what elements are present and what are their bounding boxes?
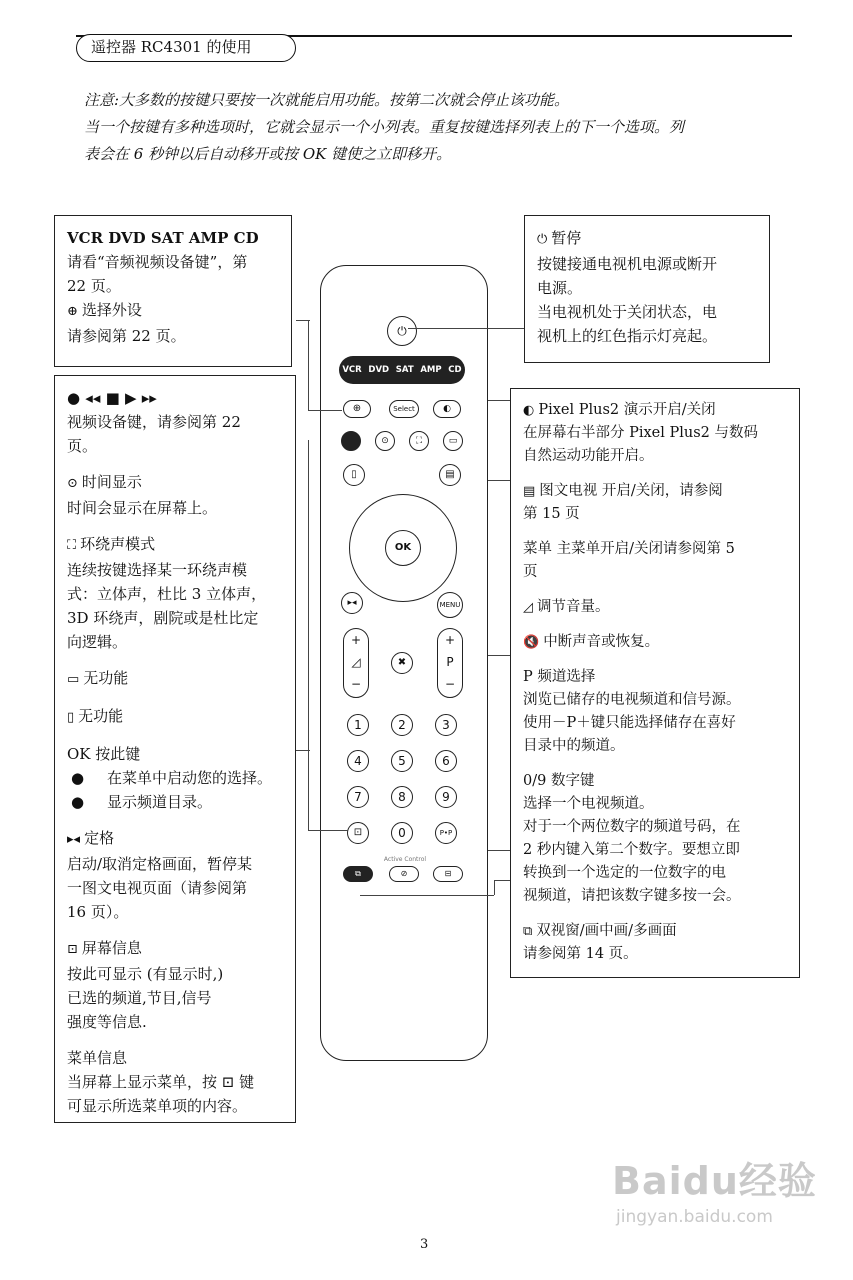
select-device-text: 请参阅第 22 页。 [67,327,186,345]
freeze-button[interactable]: ▸◂ [341,592,363,614]
channel-rocker[interactable] [437,628,463,698]
active-control-button[interactable]: ⊘ [389,866,419,882]
info-button[interactable]: ⊡ [347,822,369,844]
watermark-brand: Baidu经验 [612,1159,817,1203]
digit-0-button[interactable]: 0 [391,822,413,844]
mute-icon: 🔇 [523,635,540,650]
watermark-url: jingyan.baidu.com [616,1207,773,1227]
channel-p-label: P [446,655,454,669]
digit-4-button[interactable]: 4 [347,750,369,772]
subtitle-icon: ▭ [67,672,80,687]
ok-item-2: 显示频道目录。 [107,793,213,811]
info-line-3: 强度等信息. [67,1013,147,1031]
standby-line-4: 视机上的红色指示灯亮起。 [537,327,718,345]
connector-line [488,400,510,401]
power-button[interactable]: ⏻ [387,316,417,346]
connector-line [360,895,494,896]
notes-paragraph [84,87,804,168]
ok-button[interactable]: OK [385,530,421,566]
digit-3-button[interactable]: 3 [435,714,457,736]
device-keys-title: VCR DVD SAT AMP CD [67,229,259,247]
digits-line-1: 选择一个电视频道。 [523,796,654,812]
surround-line-4: 向逻辑。 [67,633,128,651]
dual-screen-icon: ⧉ [523,924,533,939]
connector-line [308,410,342,411]
channel-plus: + [444,633,456,647]
surround-icon: ⛶ [67,538,77,553]
media-keys-line-2: 页。 [67,437,98,455]
p-title: P 频道选择 [523,669,596,685]
device-keys-line-2: 22 页。 [67,277,121,295]
digits-title: 0/9 数字键 [523,773,595,789]
connector-line [488,850,510,851]
volume-minus: − [350,677,362,691]
page-title: 遥控器 RC4301 的使用 [76,34,296,62]
source-icon: ⊕ [67,304,78,319]
standby-line-2: 电源。 [537,279,583,297]
info-line-2: 已选的频道,节目,信号 [67,989,212,1007]
digits-line-4: 转换到一个选定的一位数字的电 [523,865,726,881]
digits-line-2: 对于一个两位数字的频道号码，在 [523,819,741,835]
standby-line-3: 当电视机处于关闭状态，电 [537,303,718,321]
prev-channel-button[interactable]: P•P [435,822,457,844]
connector-line [308,830,348,831]
freeze-line-2: 一图文电视页面（请参阅第 [67,879,248,897]
info-title: 屏幕信息 [81,939,142,957]
connector-line [488,655,510,656]
power-icon: ⏻ [537,232,548,247]
teletext-title: 图文电视 [539,483,598,499]
mute-button[interactable]: ✖ [391,652,413,674]
menu-title: 菜单 [523,541,552,557]
device-keys-line-1: 请看“音频视频设备键”，第 [67,253,248,271]
connector-line [308,440,309,830]
media-keys-line-1: 视频设备键，请参阅第 22 [67,413,241,431]
surround-line-3: 3D 环绕声，剧院或是杜比定 [67,609,259,627]
pixel-line-1: 在屏幕右半部分 Pixel Plus2 与数码 [523,425,759,441]
volume-plus: + [350,633,362,647]
navigation-ring[interactable] [349,494,457,602]
dual-screen-button[interactable]: ⧉ [343,866,373,882]
surround-line-2: 式：立体声，杜比 3 立体声， [67,585,267,603]
p-line-2: 使用－P＋键只能选择储存在喜好 [523,715,736,731]
remote-control [320,265,488,1061]
volume-rocker[interactable] [343,628,369,698]
format-button[interactable]: ⊟ [433,866,463,882]
volume-icon: ◿ [351,655,361,669]
time-text: 时间会显示在屏幕上。 [67,499,218,517]
book-icon: ▯ [67,710,75,725]
rewind-button[interactable]: ⊙ [375,431,395,451]
surround-title: 环绕声模式 [80,535,156,553]
p-line-1: 浏览已储存的电视频道和信号源。 [523,692,741,708]
active-control-label: Active Control [383,856,427,863]
dual-text: 请参阅第 14 页。 [523,946,638,962]
menu-button[interactable]: MENU [437,592,463,618]
digit-5-button[interactable]: 5 [391,750,413,772]
digit-1-button[interactable]: 1 [347,714,369,736]
nofunc-2: 无功能 [78,707,124,725]
clock-icon: ⊙ [67,476,78,491]
teletext-line-2: 第 15 页 [523,506,580,522]
menu-info-line-2: 可显示所选菜单项的内容。 [67,1097,248,1115]
digit-8-button[interactable]: 8 [391,786,413,808]
sat-button[interactable]: SAT [395,365,414,375]
info-icon: ⊡ [67,942,78,957]
p-line-3: 目录中的频道。 [523,738,625,754]
source-select-button[interactable]: ⊕ [343,400,371,418]
dvd-button[interactable]: DVD [368,365,390,375]
amp-button[interactable]: AMP [420,365,442,375]
teletext-line-1: 开启/关闭，请参阅 [601,483,723,499]
freeze-line-1: 启动/取消定格画面，暂停某 [67,855,253,873]
menu-info-title: 菜单信息 [67,1049,128,1067]
source-button-bar [339,356,465,384]
teletext-icon: ▤ [523,484,536,499]
mute-text: 中断声音或恢复。 [543,634,660,650]
connector-line [494,880,495,895]
connector-line [408,328,524,329]
right-main-box [510,388,800,978]
note-line-1: 注意:大多数的按键只要按一次就能启用功能。按第二次就会停止该功能。 [84,91,570,109]
bullet-icon: ● [71,769,85,787]
vcr-button[interactable]: VCR [342,365,362,375]
connector-line [494,880,510,881]
note-line-3: 表会在 6 秒钟以后自动移开或按 OK 键使之立即移开。 [84,145,452,163]
ok-item-1: 在菜单中启动您的选择。 [107,769,273,787]
digit-7-button[interactable]: 7 [347,786,369,808]
digit-6-button[interactable]: 6 [435,750,457,772]
pixel-title: Pixel Plus2 演示开启/关闭 [538,402,716,418]
digit-9-button[interactable]: 9 [435,786,457,808]
bullet-icon: ● [71,793,85,811]
standby-line-1: 按键接通电视机电源或断开 [537,255,718,273]
stop-button[interactable]: ⛶ [409,431,429,451]
watermark [612,1150,822,1250]
select-button[interactable]: Select [389,400,419,418]
menu-line-1: 主菜单开启/关闭请参阅第 5 [556,541,735,557]
time-title: 时间显示 [81,473,142,491]
dual-title: 双视窗/画中画/多画面 [536,923,677,939]
freeze-icon: ▸◂ [67,832,81,847]
ok-title: OK 按此键 [67,745,141,763]
pixel-plus-button[interactable]: ◐ [433,400,461,418]
media-keys-title: ● ◂◂ ■ ▶ ▸▸ [67,389,157,407]
right-top-box [524,215,770,363]
page-number: 3 [420,1237,429,1252]
standby-title: 暂停 [551,229,582,247]
book-button[interactable]: ▯ [343,464,365,486]
menu-line-2: 页 [523,564,538,580]
digit-2-button[interactable]: 2 [391,714,413,736]
connector-line [488,480,510,481]
freeze-line-3: 16 页）。 [67,903,129,921]
menu-info-line-1: 当屏幕上显示菜单，按 ⊡ 键 [67,1073,255,1091]
play-button[interactable]: ▭ [443,431,463,451]
note-line-2: 当一个按键有多种选项时，它就会显示一个小列表。重复按键选择列表上的下一个选项。列 [84,118,685,136]
record-button[interactable] [341,431,361,451]
volume-icon: ◿ [523,600,533,615]
digits-line-5: 视频道，请把该数字键多按一会。 [523,888,741,904]
pixel-plus-icon: ◐ [523,403,535,418]
nofunc-1: 无功能 [83,669,129,687]
info-line-1: 按此可显示 (有显示时,) [67,965,224,983]
left-main-box [54,375,296,1123]
volume-text: 调节音量。 [537,599,610,615]
pixel-line-2: 自然运动功能开启。 [523,448,654,464]
freeze-title: 定格 [84,829,115,847]
channel-minus: − [444,677,456,691]
connector-line [308,320,309,410]
cd-button[interactable]: CD [448,365,462,375]
teletext-button[interactable]: ▤ [439,464,461,486]
select-device-title: 选择外设 [81,301,142,319]
surround-line-1: 连续按键选择某一环绕声模 [67,561,248,579]
digits-line-3: 2 秒内键入第二个数字。要想立即 [523,842,740,858]
left-top-box [54,215,292,367]
